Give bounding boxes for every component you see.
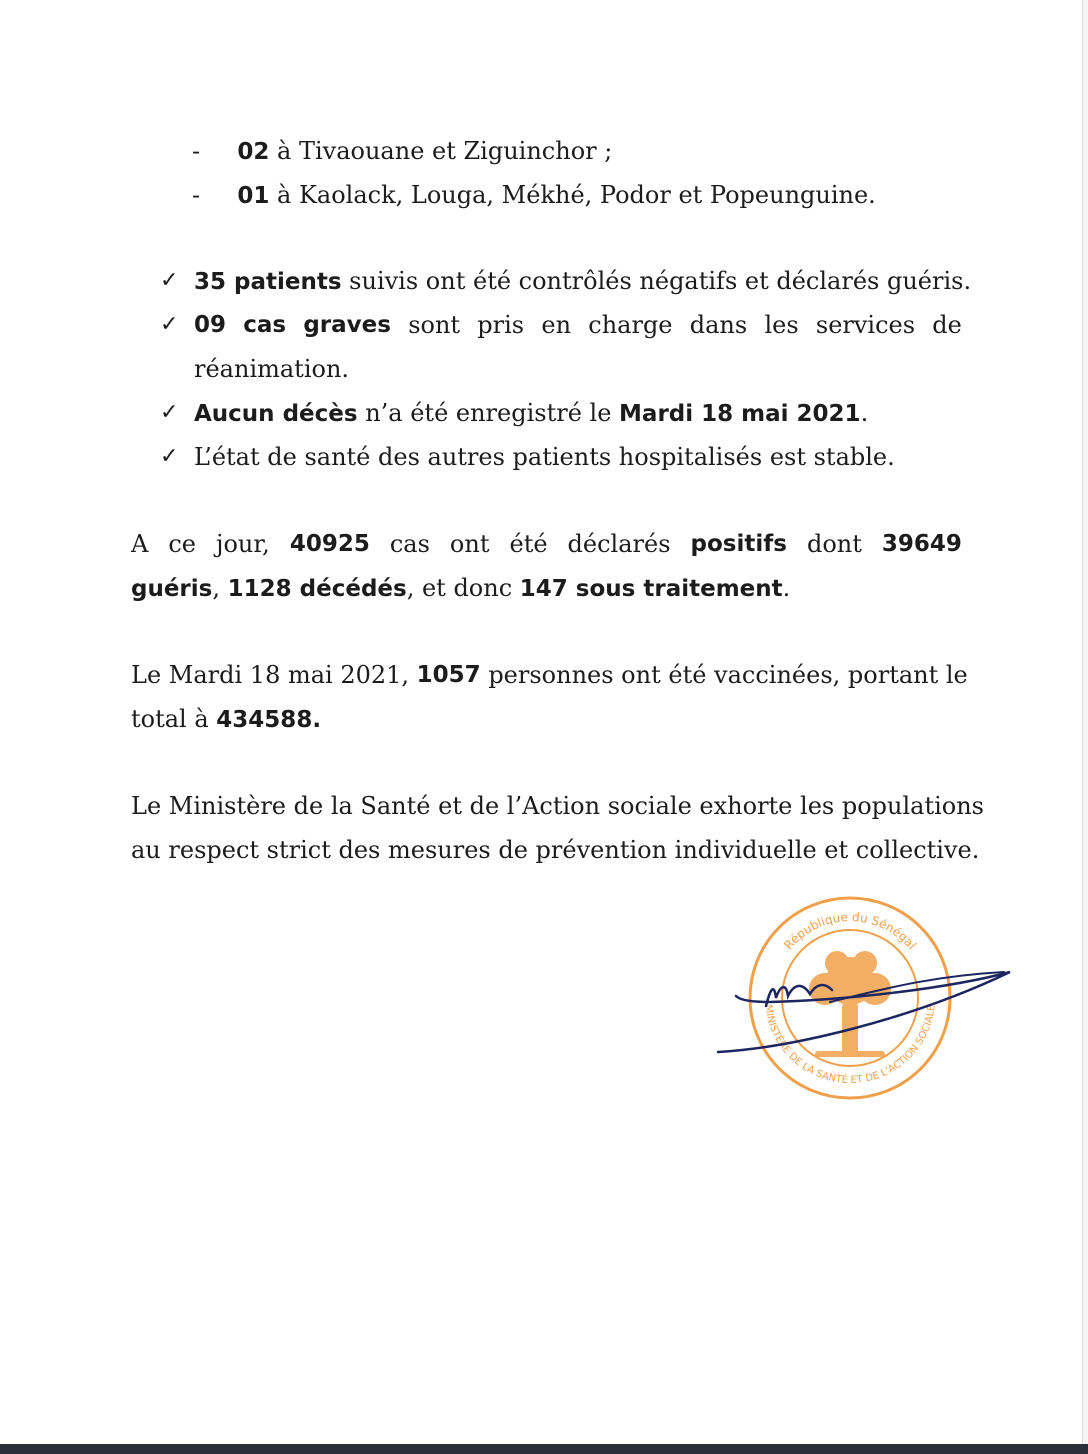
check-end: . [860,399,869,427]
word: cas [243,312,287,338]
dash-bullet: - [192,181,201,209]
word: cas [389,530,430,558]
check-bold: 35 patients [194,269,342,295]
dash-text: à Kaolack, Louga, Mékhé, Podor et Popeunguine. [269,181,876,209]
stamp-text-bottom: MINISTÈRE DE LA SANTÉ ET DE L'ACTION SOCIALE [762,1004,938,1087]
word: Le Mardi 18 mai 2021, [131,661,417,689]
dash-item-1 [192,136,612,167]
active-count: 147 sous traitement [519,576,783,602]
check-icon: ✓ [160,400,179,425]
vaccination-line-1 [131,660,968,690]
word: pris [477,311,525,339]
check-item-4: L’état de santé des autres patients hospitalisés est stable. [194,443,895,471]
check-icon: ✓ [160,312,179,337]
word: guéris [131,576,213,602]
check-text: n’a été enregistré le [357,399,620,427]
signature [710,960,1020,1060]
word: les [764,311,799,339]
check-icon: ✓ [160,444,179,469]
word: été [509,530,548,558]
word: déclarés [567,530,671,558]
dash-item-2 [192,180,876,211]
word: A [131,530,149,558]
dash-bullet: - [192,137,201,165]
check-text: suivis ont été contrôlés négatifs et déclarés guéris. [341,267,972,295]
word: ont [449,530,490,558]
check-item-2-cont: réanimation. [194,355,350,383]
word: 09 [194,312,227,338]
stamp-text-top: République du Sénégal [781,909,919,953]
check-item-3 [194,398,868,429]
check-icon: ✓ [160,268,179,293]
word: charge [588,311,673,339]
vaccination-line-2 [131,704,321,735]
summary-line-2 [131,573,790,604]
bottom-bar [0,1444,1088,1454]
dash-count: 01 [237,183,270,209]
check-date: Mardi 18 mai 2021 [619,401,861,427]
total-cases: 40925 [289,531,370,557]
word: positifs [690,531,787,557]
check-item-1 [194,266,971,297]
word: total à [131,705,217,733]
dash-text: à Tivaouane et Ziguinchor ; [269,137,613,165]
word: en [541,311,572,339]
recovered-count: 39649 [881,531,962,557]
word: sont [408,311,461,339]
deaths-count: 1128 décédés [227,576,407,602]
word: ce [168,530,196,558]
closing-line-1: Le Ministère de la Santé et de l’Action sociale exhorte les populations [131,792,984,820]
check-bold: Aucun décès [194,401,358,427]
summary-line-1 [131,529,962,559]
vaccinated-count: 1057 [416,662,481,688]
dash-count: 02 [237,139,270,165]
word: jour, [216,530,270,558]
check-item-2 [194,310,962,340]
vaccinated-total: 434588. [216,707,322,733]
word: , [212,574,228,602]
word: dont [806,530,862,558]
closing-line-2: au respect strict des mesures de prévention individuelle et collective. [131,836,980,864]
word: de [932,311,962,339]
word: graves [303,312,391,338]
word: , et donc [406,574,520,602]
word: . [782,574,791,602]
word: personnes ont été vaccinées, portant le [480,661,968,689]
word: dans [689,311,748,339]
word: services [815,311,916,339]
